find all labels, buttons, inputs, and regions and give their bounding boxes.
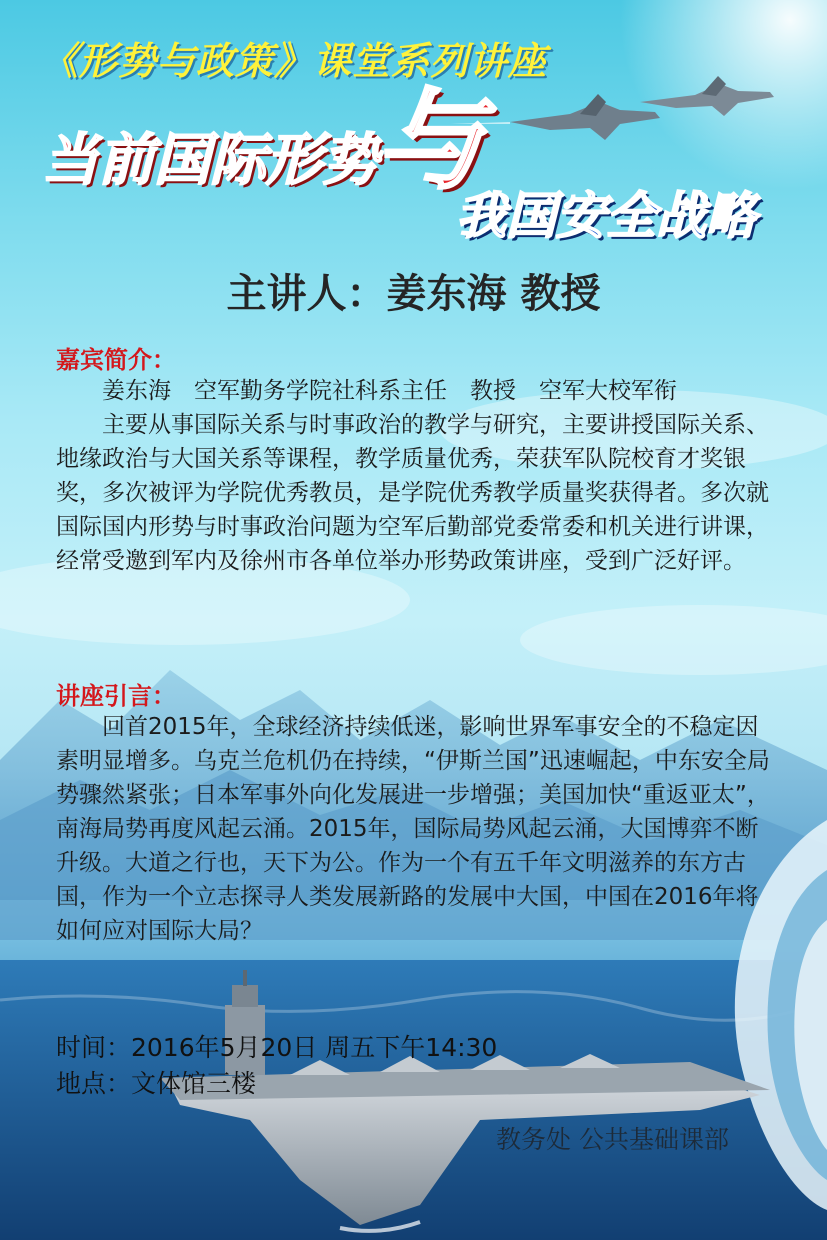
title-part2: 我国安全战略 (456, 187, 756, 245)
organizer: 教务处 公共基础课部 (496, 1125, 729, 1154)
guest-intro-line1: 姜东海 空军勤务学院社科系主任 教授 空军大校军衔 (102, 378, 677, 404)
guest-intro-body: 主要从事国际关系与时事政治的教学与研究，主要讲授国际关系、地缘政治与大国关系等课程，教学质量优秀，荣获军队院校育才奖银奖，多次被评为学院优秀教员，是学院优秀教学质量奖获得者。多次就国际国内形势与时事政治问题为空军后勤部党委常委和机关进行讲课，经常受邀到军内及徐州市各单位举办形势政策讲座，受到广泛好评。 (56, 412, 769, 574)
lecture-intro-body: 回首2015年，全球经济持续低迷，影响世界军事安全的不稳定因素明显增多。乌克兰危机仍在持续，“伊斯兰国”迅速崛起，中东安全局势骤然紧张；日本军事外向化发展进一步增强；美国加快“重返亚太”，南海局势再度风起云涌。2015年，国际局势风起云涌，大国博弈不断升级。大道之行也，天下为公。作为一个有五千年文明滋养的东方古国，作为一个立志探寻人类发展新路的发展中大国，中国在2016年将如何应对国际大局？ (56, 714, 770, 944)
title-connector: 与 (376, 79, 485, 204)
event-time: 时间：2016年5月20日 周五下午14:30 (56, 1033, 498, 1062)
lecture-intro-heading: 讲座引言： (56, 682, 176, 710)
series-title: 《形势与政策》课堂系列讲座 (40, 39, 548, 83)
title-part1: 当前国际形势 (42, 128, 378, 193)
guest-intro-section (56, 374, 776, 578)
lecture-intro-section (56, 710, 776, 948)
speaker-line: 主讲人：姜东海 教授 (226, 270, 601, 317)
guest-intro-heading: 嘉宾简介： (56, 346, 176, 374)
event-place: 地点：文体馆三楼 (56, 1069, 257, 1098)
